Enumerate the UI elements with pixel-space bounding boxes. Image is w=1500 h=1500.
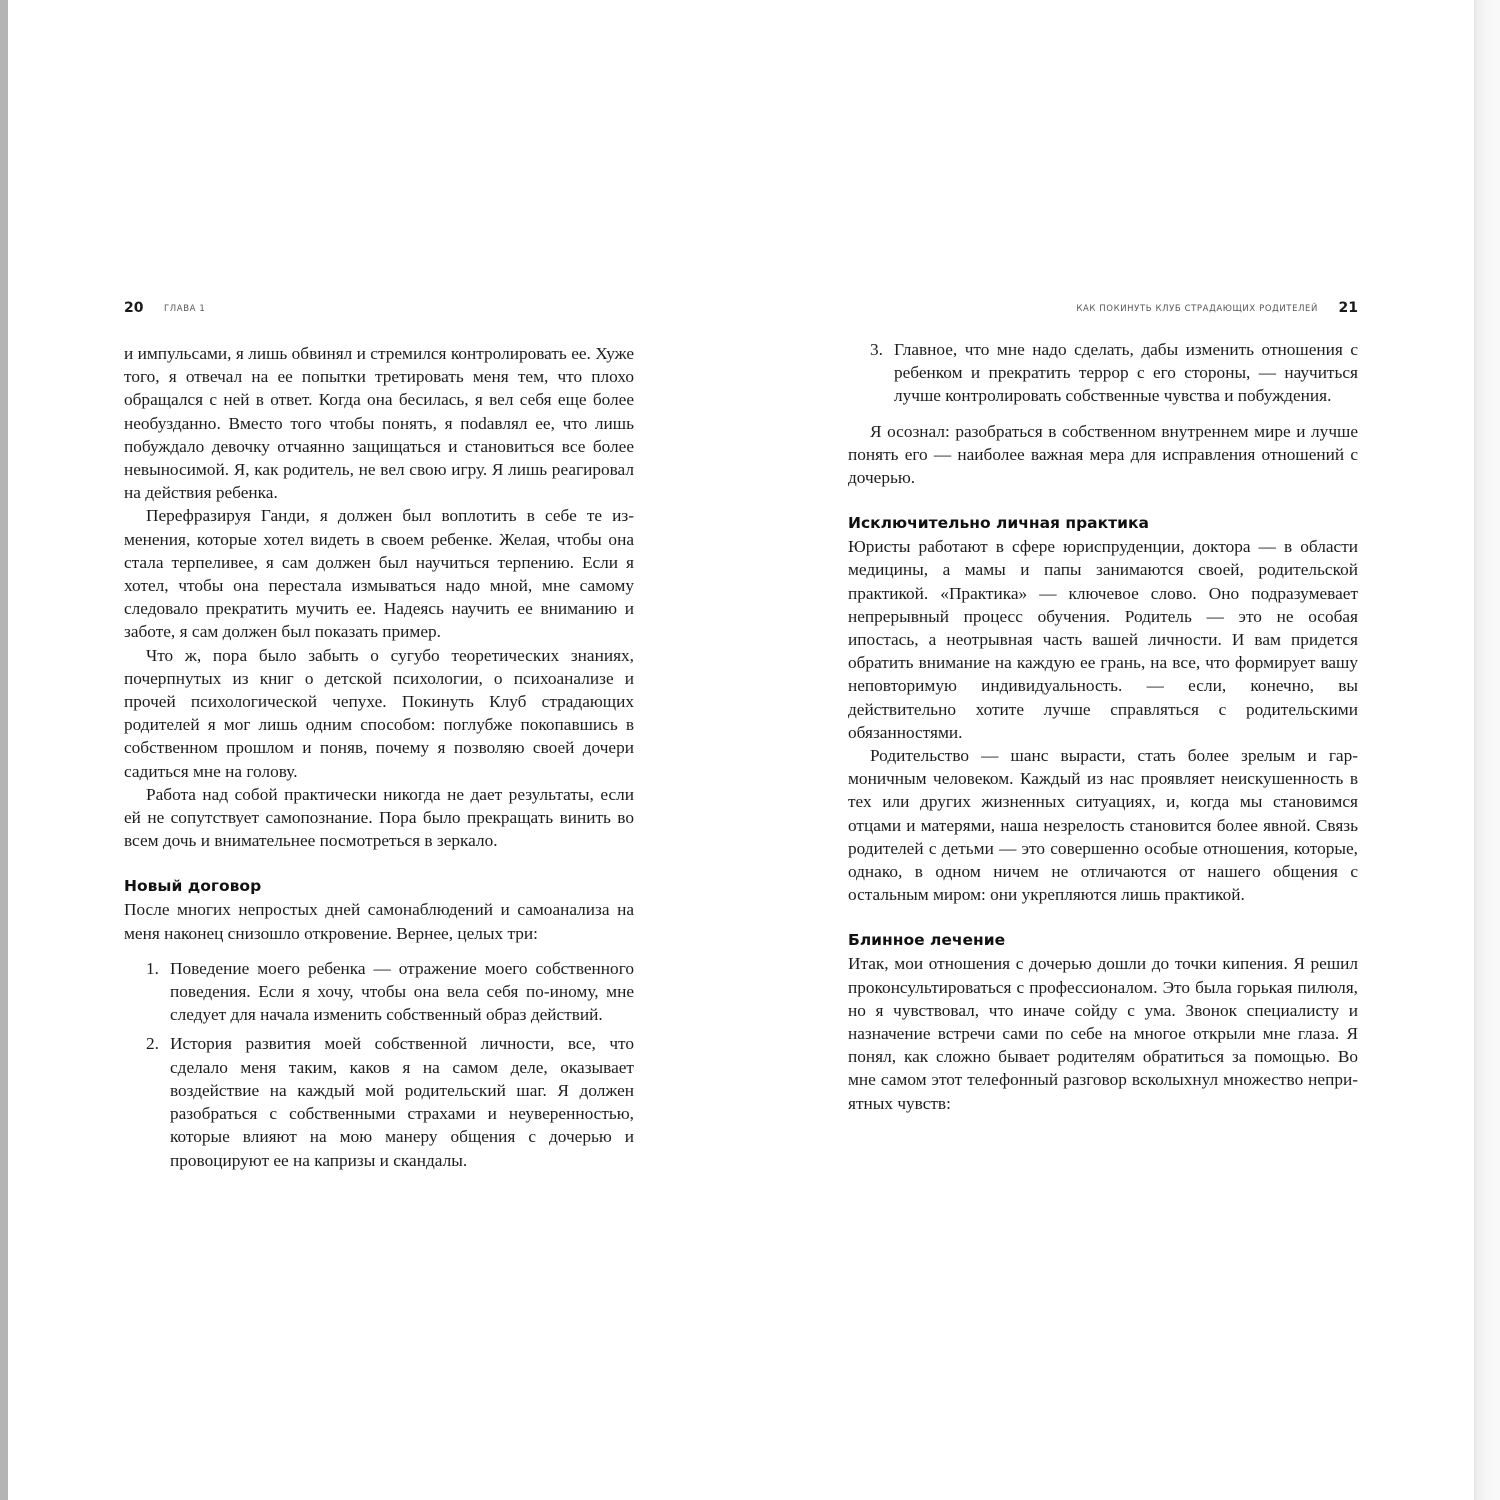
scan-edge-right	[1474, 0, 1500, 1500]
list-item-text: История развития моей собственной личности, все, что сделало меня таким, каков я на самом деле, оказывает воздействие на каждый мой родительский шаг. Я должен разобраться с собственными страхами и неуверенностью, которые влияют на мою манеру общения с дочерью и провоцируют ее на капризы и скандалы.	[170, 1034, 634, 1170]
numbered-list	[848, 338, 1358, 408]
page-number: 21	[1338, 300, 1358, 316]
scan-edge-left	[0, 0, 8, 1500]
section-heading: Исключительно личная практика	[848, 514, 1149, 533]
left-body	[124, 342, 634, 1172]
list-item-text: Поведение моего ребенка — отражение моего собственного поведения. Если я хочу, чтобы она вела себя по-иному, мне следует для начала изменить собственный образ действий.	[170, 958, 634, 1025]
list-item	[124, 1032, 634, 1171]
chapter-label: ГЛАВА 1	[164, 304, 206, 314]
paragraph: Юристы работают в сфере юриспруденции, доктора — в области медицины, а мамы и папы занимаются своей, родительской практикой. «Практика» — ключевое слово. Оно подразумевает непрерывный процесс обучения. Родитель — это не особая ипостась, а неотрывная часть вашей личности. И вам придется обратить внимание на каждую ее грань, на все, что формирует вашу неповторимую индивидуальность. — если, конечно, вы действительно хотите лучше справляться с родительскими обязанностями.	[848, 537, 1358, 742]
paragraph: После многих непростых дней самонаблюдений и самоанализа на меня наконец снизошло откровение. Вернее, целых три:	[124, 900, 634, 943]
right-body	[848, 338, 1358, 1115]
list-number: 2.	[146, 1034, 159, 1054]
list-item-text: Главное, что мне надо сделать, дабы изменить отношения с ребенком и прекратить террор с его стороны, — научиться лучше контролировать собственные чувства и побуждения.	[894, 340, 1358, 406]
paragraph: Перефразируя Ганди, я должен был воплотить в себе те изменения, которые хотел видеть в своем ребенке. Желая, чтобы она стала терпеливее, я сам должен был научиться терпению. Если я хотел, чтобы она перестала измываться надо мной, мне самому следовало прекратить мучить ее. Надеясь научить ее вниманию и заботе, я сам должен был показать пример.	[124, 506, 634, 642]
paragraph: Работа над собой практически никогда не дает результаты, если ей не сопутствует самопознание. Пора было прекращать винить во всем дочь и внимательнее посмотреться в зеркало.	[124, 784, 634, 851]
paragraph: Что ж, пора было забыть о сугубо теоретических знаниях, почерпнутых из книг о детской психологии, о психоанализе и прочей психологической чепухе. Покинуть Клуб страдающих родителей я мог лишь одним способом: поглубже покопавшись в собственном прошлом и поняв, почему я позволяю своей дочери садиться мне на голову.	[124, 645, 634, 781]
section-heading: Новый договор	[124, 877, 262, 896]
paragraph: Я осознал: разобраться в собственном внутреннем мире и лучше понять его — наиболее важная мера для исправления отношений с дочерью.	[848, 421, 1358, 488]
chapter-title-label: КАК ПОКИНУТЬ КЛУБ СТРАДАЮЩИХ РОДИТЕЛЕЙ	[1076, 304, 1318, 314]
paragraph: и импульсами, я лишь обвинял и стремился контролировать ее. Хуже того, я отвечал на ее попытки третировать меня тем, что плохо обращался с ней в ответ. Когда она бесилась, я вел себя еще более необузданно. Вместо того чтобы понять, я поdавлял ее, что лишь побуждало девочку отчаянно защищаться и становиться все более невыносимой. Я, как родитель, не вел свою игру. Я лишь реагировал на действия ребенка.	[124, 344, 634, 503]
list-item	[848, 338, 1358, 408]
list-number: 1.	[146, 958, 159, 978]
left-running-head	[124, 298, 634, 320]
left-page	[124, 298, 634, 1178]
list-number: 3.	[870, 340, 883, 359]
section-heading: Блинное лечение	[848, 931, 1006, 950]
list-item	[124, 957, 634, 1027]
numbered-list	[124, 957, 634, 1172]
right-page	[848, 298, 1358, 1115]
paragraph: Итак, мои отношения с дочерью дошли до точки кипения. Я решил проконсультироваться с профессионалом. Это была горькая пилюля, но я чувствовал, что иначе сойду с ума. Звонок специалисту и назначение встречи сами по себе на многое открыли мне глаза. Я понял, как сложно бывает родителям обратиться за помощью. Во мне самом этот телефонный разговор всколыхнул множество неприятных чувств:	[848, 954, 1358, 1113]
page-number: 20	[124, 300, 144, 316]
right-running-head	[848, 298, 1358, 320]
paragraph: Родительство — шанс вырасти, стать более зрелым и гармоничным человеком. Каждый из нас проявляет неискушенность в тех или других жизненных ситуациях, и, когда мы становимся отцами и матерями, наша незрелость становится более явной. Связь родителей с детьми — это совершенно особые отношения, которые, однако, в одном ничем не отличаются от нашего общения с остальным миром: они укрепляются лишь практикой.	[848, 746, 1358, 905]
